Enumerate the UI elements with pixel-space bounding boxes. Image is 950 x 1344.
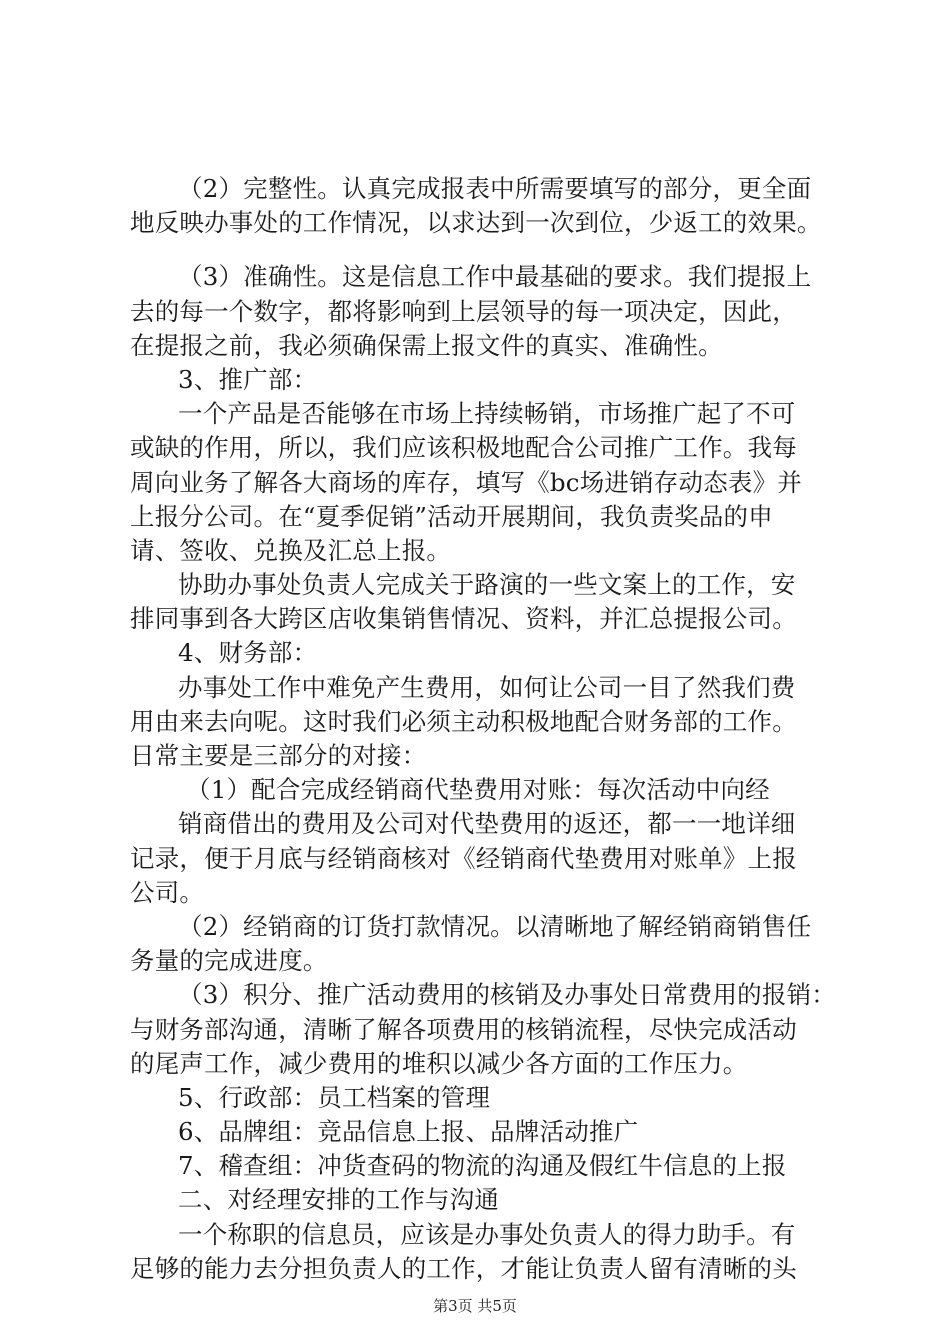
section-heading: 7、稽查组：冲货查码的物流的沟通及假红牛信息的上报 bbox=[178, 1151, 787, 1181]
text-line: 足够的能力去分担负责人的工作，才能让负责人留有清晰的头 bbox=[130, 1253, 797, 1283]
text-line: 一个称职的信息员，应该是办事处负责人的得力助手。有 bbox=[178, 1219, 796, 1249]
text-line: 务量的完成进度。 bbox=[130, 946, 328, 976]
text-line: （2）经销商的订货打款情况。以清晰地了解经销商销售任 bbox=[178, 911, 812, 941]
text-line: 销商借出的费用及公司对代垫费用的返还，都一一地详细 bbox=[178, 809, 796, 839]
text-line: 一个产品是否能够在市场上持续畅销，市场推广起了不可 bbox=[178, 399, 796, 429]
text-line: 去的每一个数字，都将影响到上层领导的每一项决定，因此， bbox=[130, 296, 797, 326]
text-line: 办事处工作中难免产生费用，如何让公司一目了然我们费 bbox=[178, 672, 796, 702]
text-line: 日常主要是三部分的对接： bbox=[130, 741, 427, 770]
section-heading: 二、对经理安排的工作与沟通 bbox=[178, 1185, 500, 1215]
text-line: 协助办事处负责人完成关于路演的一些文案上的工作，安 bbox=[178, 570, 796, 600]
text-line: 与财务部沟通，清晰了解各项费用的核销流程，尽快完成活动 bbox=[130, 1014, 797, 1044]
text-line: 记录，便于月底与经销商核对《经销商代垫费用对账单》上报 bbox=[130, 843, 797, 873]
text-line: （1）配合完成经销商代垫费用对账：每次活动中向经 bbox=[186, 775, 770, 805]
text-line: （2）完整性。认真完成报表中所需要填写的部分，更全面 bbox=[178, 174, 812, 203]
text-line: 用由来去向呢。这时我们必须主动积极地配合财务部的工作。 bbox=[130, 706, 797, 736]
text-line: 请、签收、兑换及汇总上报。 bbox=[130, 535, 452, 565]
page-footer: 第3页 共5页 bbox=[433, 1297, 517, 1315]
text-line: 的尾声工作，减少费用的堆积以减少各方面的工作压力。 bbox=[130, 1048, 748, 1078]
section-heading: 5、行政部：员工档案的管理 bbox=[178, 1082, 491, 1112]
text-line: 公司。 bbox=[130, 877, 205, 907]
text-line: （3）积分、推广活动费用的核销及办事处日常费用的报销： bbox=[178, 980, 836, 1010]
text-line: 上报分公司。在“夏季促销”活动开展期间，我负责奖品的申 bbox=[130, 501, 773, 531]
text-line: 地反映办事处的工作情况，以求达到一次到位，少返工的效果。 bbox=[130, 208, 822, 238]
document-body bbox=[130, 172, 835, 1286]
section-heading: 3、推广部： bbox=[178, 364, 318, 394]
text-line: 或缺的作用，所以，我们应该积极地配合公司推广工作。我每 bbox=[130, 433, 797, 463]
paragraph-gap bbox=[130, 240, 835, 260]
text-line: （3）准确性。这是信息工作中最基础的要求。我们提报上 bbox=[178, 262, 812, 292]
text-line: 在提报之前，我必须确保需上报文件的真实、准确性。 bbox=[130, 330, 723, 360]
section-heading: 6、品牌组：竞品信息上报、品牌活动推广 bbox=[178, 1117, 639, 1147]
text-line: 周向业务了解各大商场的库存，填写《bc场进销存动态表》并 bbox=[130, 467, 803, 497]
section-heading: 4、财务部： bbox=[178, 638, 318, 668]
text-line: 排同事到各大跨区店收集销售情况、资料，并汇总提报公司。 bbox=[130, 604, 797, 634]
